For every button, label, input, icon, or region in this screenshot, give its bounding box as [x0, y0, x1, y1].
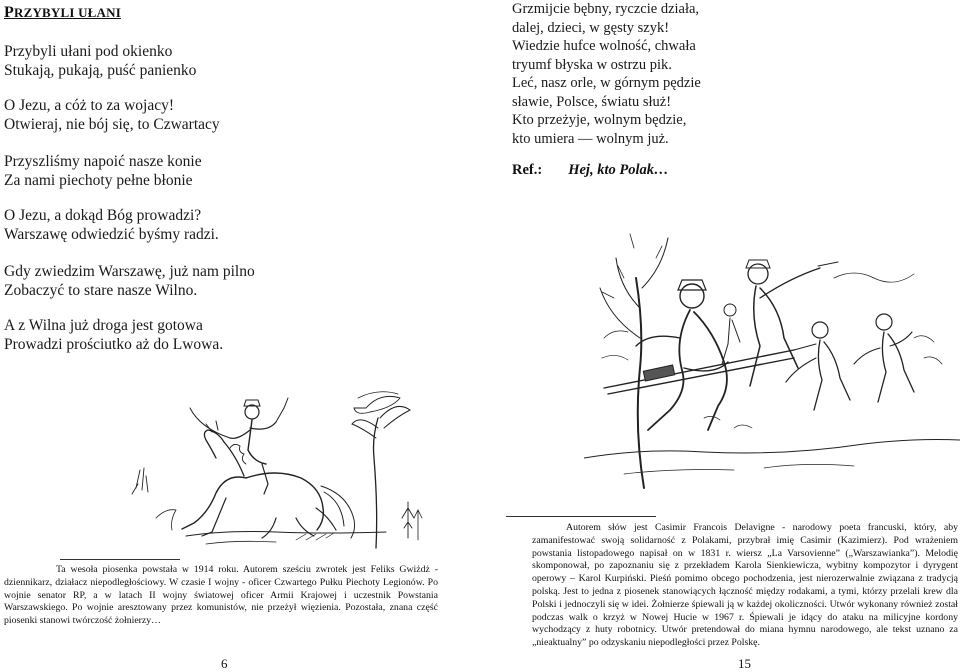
verse-line: Przybyli ułani pod okienko	[4, 43, 173, 60]
verse-line: kto umiera — wolnym już.	[512, 130, 669, 147]
stanza-2	[4, 96, 220, 134]
verse-line: Kto przeżyje, wolnym będzie,	[512, 112, 687, 128]
refrain-label: Ref.:	[512, 162, 543, 178]
page-number-right: 15	[738, 656, 751, 671]
verse-line: Zobaczyć to stare nasze Wilno.	[4, 282, 198, 299]
refrain-text: Hej, kto Polak…	[568, 162, 669, 178]
stanza-3	[4, 152, 202, 190]
verse-line: Leć, nasz orle, w górnym pędzie	[512, 75, 701, 91]
verse-line: O Jezu, a dokąd Bóg prowadzi?	[4, 207, 202, 224]
verse-line: Stukają, pukają, puść panienko	[4, 62, 197, 79]
verse-line: A z Wilna już droga jest gotowa	[4, 317, 203, 334]
stanza-5	[4, 262, 255, 300]
verse-line: Za nami piechoty pełne błonie	[4, 172, 193, 189]
verse-line: Przyszliśmy napoić nasze konie	[4, 153, 202, 170]
verse-block	[512, 0, 701, 148]
verse-line: Warszawę odwiedzić byśmy radzi.	[4, 226, 219, 243]
charging-soldiers-sketch	[584, 218, 960, 494]
stanza-4	[4, 206, 219, 244]
refrain	[512, 162, 669, 179]
verse-line: Wiedzie hufce wolność, chwała	[512, 38, 696, 54]
song-title: PRZYBYLI UŁANI	[4, 4, 121, 21]
song-note: Autorem słów jest Casimir Francois Delavigne - narodowy poeta francuski, który, aby zamanifestować swoją solidarność z Polakami, przybrał imię Casimir (Kazimierz). Pod wrażeniem powstania listopadowego napisał on w 1831 r. wiersz „La Varsovienne” („Warszawianka”). Melodię skomponował, po zapoznaniu się z przekładem Karola Sienkiewicza, wybitny kompozytor i dyrygent operowy – Karol Kurpiński. Pieśń pomimo obcego pochodzenia, jest nierozerwalnie związana z tradycją polską. Jest to jedna z piosenek stanowiących łączność między rodakami, a tymi, którzy przelali krew dla Polski i jednoczyli się w idei. Żołnierze śpiewali ją w każdej okoliczności. Utwór wykonany również został podczas walk o krzyż w Nowej Hucie w 1967 r. Śpiewali je idący do ataku na milicyjne kordony wychodzący z huty robotnicy. Utwór pretendował do miana hymnu narodowego, ale tekst uznano za „nieaktualny” po odzyskaniu niepodległości przez Polskę.	[532, 522, 958, 649]
verse-line: Otwieraj, nie bój się, to Czwartacy	[4, 116, 220, 133]
stanza-6	[4, 316, 223, 354]
verse-line: dalej, dzieci, w gęsty szyk!	[512, 19, 670, 36]
cavalryman-sketch	[126, 368, 426, 554]
verse-line: Grzmijcie bębny, ryczcie działa,	[512, 1, 700, 17]
note-divider	[60, 559, 180, 560]
verse-line: Gdy zwiedzim Warszawę, już nam pilno	[4, 263, 255, 280]
song-note: Ta wesoła piosenka powstała w 1914 roku. Autorem sześciu zwrotek jest Feliks Gwiżdż - dziennikarz, działacz niepodległościowy. W czasie I wojny - oficer Czwartego Pułku Piechoty Legionów. Po wojnie senator RP, a w latach II wojny światowej oficer Armii Krajowej i uczestnik Powstania Warszawskiego. Po wojnie aresztowany przez komunistów, nie przeżył więzienia. Pozostała, znana część piosenki stanowi twórczość żołnierzy…	[4, 564, 438, 627]
verse-line: Prowadzi prościutko aż do Lwowa.	[4, 336, 224, 353]
verse-line: O Jezu, a cóż to za wojacy!	[4, 97, 174, 114]
stanza-1	[4, 42, 196, 80]
page-number-left: 6	[221, 656, 228, 671]
verse-line: sławie, Polsce, światu służ!	[512, 93, 672, 110]
verse-line: tryumf błyska w ostrzu pik.	[512, 56, 672, 73]
note-divider	[506, 516, 656, 517]
